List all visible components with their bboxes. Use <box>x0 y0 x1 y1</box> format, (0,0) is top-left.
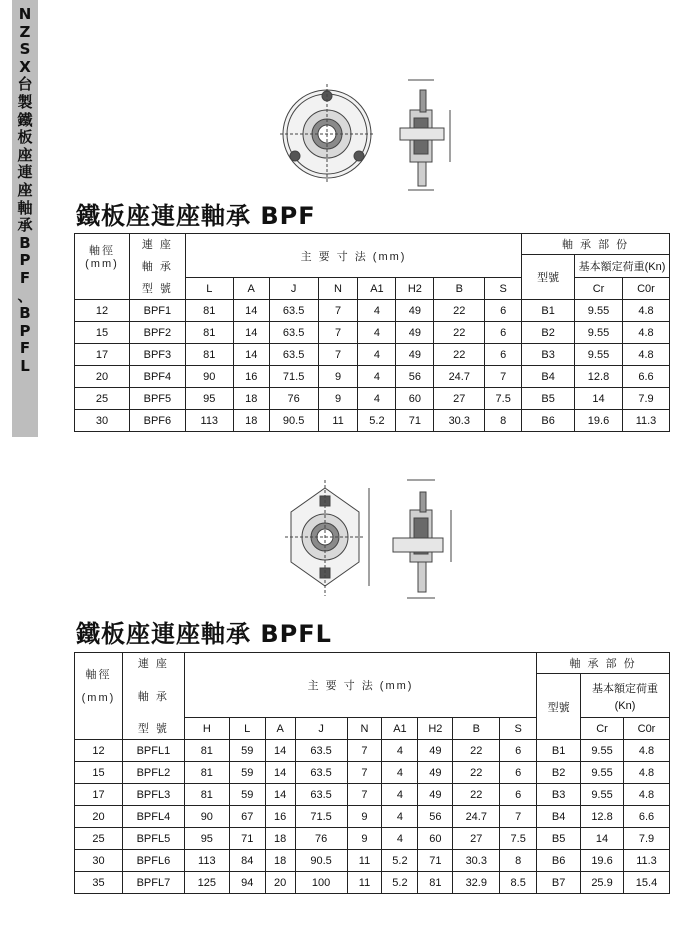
table-cell: 4 <box>382 740 418 762</box>
bpf-header-bearing: 軸 承 部 份 <box>522 234 670 255</box>
table-cell: BPFL6 <box>122 850 184 872</box>
table-cell: B6 <box>522 410 575 432</box>
table-cell: 12.8 <box>575 366 623 388</box>
table-cell: 19.6 <box>581 850 624 872</box>
table-cell: 95 <box>185 388 233 410</box>
bpf-col-header-cr: Cr <box>575 278 623 300</box>
table-cell: 81 <box>418 872 453 894</box>
side-tab <box>12 0 38 437</box>
bpf-col-header: J <box>269 278 318 300</box>
table-row <box>75 850 670 872</box>
table-cell: 59 <box>229 762 265 784</box>
table-cell: 81 <box>184 762 229 784</box>
table-cell: 113 <box>185 410 233 432</box>
table-cell: 6 <box>500 740 537 762</box>
table-cell: 25.9 <box>581 872 624 894</box>
side-tab-char: B <box>19 304 31 323</box>
table-cell: BPFL3 <box>122 784 184 806</box>
table-cell: BPF6 <box>129 410 185 432</box>
table-cell: B1 <box>522 300 575 322</box>
table-cell: 4 <box>382 784 418 806</box>
bpf-header-unit-1: 連 座 <box>129 234 185 255</box>
table-cell: 125 <box>184 872 229 894</box>
table-cell: 20 <box>75 806 123 828</box>
table-cell: B2 <box>537 762 581 784</box>
table-cell: 20 <box>265 872 295 894</box>
table-cell: 9.55 <box>575 344 623 366</box>
side-tab-char: 台 <box>17 75 33 94</box>
table-cell: 30.3 <box>453 850 500 872</box>
side-tab-char: Z <box>19 22 31 41</box>
table-cell: 6 <box>485 300 522 322</box>
table-cell: 4 <box>382 806 418 828</box>
bpfl-header-unit-1: 連 座 <box>122 653 184 674</box>
table-row <box>75 828 670 850</box>
table-cell: 5.2 <box>382 850 418 872</box>
table-cell: 63.5 <box>295 784 347 806</box>
table-cell: 8 <box>500 850 537 872</box>
table-cell: 32.9 <box>453 872 500 894</box>
bpf-header-unit-3: 型 號 <box>129 278 185 300</box>
table-cell: 7 <box>485 366 522 388</box>
table-cell: BPF2 <box>129 322 185 344</box>
table-cell: 14 <box>575 388 623 410</box>
bpf-col-header: H2 <box>396 278 434 300</box>
side-tab-char: 座 <box>17 180 33 199</box>
table-cell: 9.55 <box>575 300 623 322</box>
table-cell: 60 <box>396 388 434 410</box>
table-cell: 4 <box>382 828 418 850</box>
table-cell: 4.8 <box>623 762 669 784</box>
table-cell: 4.8 <box>622 344 669 366</box>
table-cell: 17 <box>75 344 130 366</box>
table-cell: 7 <box>347 740 382 762</box>
bpf-col-header: B <box>434 278 485 300</box>
table-cell: 4 <box>358 366 396 388</box>
bpf-spec-table <box>74 233 670 432</box>
table-cell: BPFL7 <box>122 872 184 894</box>
table-cell: 7 <box>500 806 537 828</box>
table-cell: BPFL2 <box>122 762 184 784</box>
table-cell: 22 <box>453 762 500 784</box>
table-cell: B4 <box>522 366 575 388</box>
table-cell: 11 <box>318 410 358 432</box>
table-cell: BPFL4 <box>122 806 184 828</box>
bpf-header-model: 型號 <box>522 255 575 300</box>
bpfl-col-header-c0r: C0r <box>623 718 669 740</box>
table-cell: 7.5 <box>500 828 537 850</box>
bpf-col-header-c0r: C0r <box>622 278 669 300</box>
bpfl-col-header-cr: Cr <box>581 718 624 740</box>
table-cell: 6 <box>485 322 522 344</box>
bpfl-header-shaft-unit: (mm) <box>81 692 116 705</box>
side-tab-char: 板 <box>17 128 33 147</box>
bpfl-header-load-label: 基本額定荷重 <box>592 682 659 695</box>
table-cell: BPFL1 <box>122 740 184 762</box>
bpfl-header-unit-3: 型 號 <box>122 718 184 740</box>
table-cell: BPFL5 <box>122 828 184 850</box>
bpf-header-shaft-blank <box>75 278 130 300</box>
side-tab-char: 軸 <box>17 198 33 217</box>
table-cell: 4 <box>358 300 396 322</box>
side-tab-char: X <box>19 57 31 76</box>
table-cell: 71 <box>418 850 453 872</box>
table-cell: 5.2 <box>382 872 418 894</box>
table-cell: 18 <box>265 850 295 872</box>
table-cell: 6.6 <box>622 366 669 388</box>
table-cell: 4.8 <box>623 784 669 806</box>
bpfl-col-header: B <box>453 718 500 740</box>
table-cell: 14 <box>265 784 295 806</box>
table-cell: 90 <box>185 366 233 388</box>
table-cell: 5.2 <box>358 410 396 432</box>
table-cell: 14 <box>233 344 269 366</box>
table-cell: 7.9 <box>622 388 669 410</box>
bpf-header-shaft-label: 軸徑 <box>88 244 115 257</box>
table-cell: 113 <box>184 850 229 872</box>
bpf-col-header: L <box>185 278 233 300</box>
bpfl-title: 鐵板座連座軸承 BPFL <box>76 620 332 648</box>
table-cell: 35 <box>75 872 123 894</box>
bpfl-header-dims: 主 要 寸 法 (mm) <box>184 653 536 718</box>
bpf-header-unit-2: 軸 承 <box>129 255 185 278</box>
table-cell: 60 <box>418 828 453 850</box>
table-cell: 11.3 <box>622 410 669 432</box>
side-tab-char: B <box>19 233 31 252</box>
table-cell: 71 <box>396 410 434 432</box>
table-cell: 7 <box>347 762 382 784</box>
bpfl-header-unit-2: 軸 承 <box>122 674 184 718</box>
table-cell: 49 <box>418 784 453 806</box>
side-tab-char: F <box>19 268 31 287</box>
table-cell: 94 <box>229 872 265 894</box>
bpfl-technical-drawing <box>285 474 465 606</box>
table-cell: B3 <box>537 784 581 806</box>
table-cell: 6.6 <box>623 806 669 828</box>
table-cell: 12 <box>75 740 123 762</box>
table-cell: 90.5 <box>269 410 318 432</box>
table-cell: 9.55 <box>581 784 624 806</box>
table-cell: 81 <box>185 344 233 366</box>
table-cell: 71.5 <box>269 366 318 388</box>
side-tab-char: N <box>18 5 32 23</box>
bpfl-header-shaft <box>75 653 123 718</box>
table-cell: 49 <box>396 300 434 322</box>
table-cell: 8 <box>485 410 522 432</box>
table-row <box>75 872 670 894</box>
table-cell: 25 <box>75 388 130 410</box>
table-cell: 27 <box>453 828 500 850</box>
bpfl-col-header: H <box>184 718 229 740</box>
table-cell: 67 <box>229 806 265 828</box>
table-cell: 71 <box>229 828 265 850</box>
side-tab-char: 製 <box>17 92 33 111</box>
table-cell: B4 <box>537 806 581 828</box>
table-cell: 59 <box>229 740 265 762</box>
bpfl-header-load-unit: (Kn) <box>614 699 636 712</box>
table-cell: 9 <box>318 388 358 410</box>
table-cell: 7 <box>318 344 358 366</box>
table-cell: 56 <box>418 806 453 828</box>
table-cell: 81 <box>184 784 229 806</box>
table-cell: 63.5 <box>295 762 347 784</box>
table-cell: 63.5 <box>269 322 318 344</box>
table-cell: 4 <box>382 762 418 784</box>
bpfl-header-bearing: 軸 承 部 份 <box>537 653 670 674</box>
table-cell: 84 <box>229 850 265 872</box>
table-cell: 95 <box>184 828 229 850</box>
side-tab-char: F <box>19 339 31 358</box>
table-cell: 12.8 <box>581 806 624 828</box>
side-tab-text <box>12 6 38 375</box>
table-row <box>75 784 670 806</box>
bpf-col-header: A1 <box>358 278 396 300</box>
table-row <box>75 366 670 388</box>
table-cell: 9 <box>347 806 382 828</box>
table-cell: 9.55 <box>581 740 624 762</box>
table-cell: 14 <box>233 322 269 344</box>
table-cell: 8.5 <box>500 872 537 894</box>
table-cell: 16 <box>233 366 269 388</box>
side-tab-char: S <box>19 40 31 59</box>
table-cell: BPF5 <box>129 388 185 410</box>
table-cell: 81 <box>184 740 229 762</box>
side-tab-char: P <box>19 321 31 340</box>
table-cell: 14 <box>265 740 295 762</box>
table-cell: 11 <box>347 872 382 894</box>
table-cell: 18 <box>233 410 269 432</box>
table-cell: 7 <box>347 784 382 806</box>
table-cell: 4.8 <box>622 300 669 322</box>
table-cell: 30.3 <box>434 410 485 432</box>
table-row <box>75 762 670 784</box>
bpf-col-header: N <box>318 278 358 300</box>
table-cell: B2 <box>522 322 575 344</box>
table-cell: 90.5 <box>295 850 347 872</box>
table-cell: 49 <box>396 322 434 344</box>
table-cell: 4 <box>358 344 396 366</box>
table-cell: 63.5 <box>295 740 347 762</box>
table-cell: BPF4 <box>129 366 185 388</box>
bpf-header-dims: 主 要 寸 法 (mm) <box>185 234 521 278</box>
table-cell: 6 <box>485 344 522 366</box>
bpfl-spec-table <box>74 652 670 894</box>
table-cell: 49 <box>396 344 434 366</box>
table-cell: 14 <box>581 828 624 850</box>
table-cell: 15 <box>75 762 123 784</box>
table-cell: 22 <box>434 300 485 322</box>
table-cell: 7 <box>318 300 358 322</box>
table-cell: 30 <box>75 410 130 432</box>
table-cell: 6 <box>500 784 537 806</box>
bpf-col-header: S <box>485 278 522 300</box>
table-cell: 24.7 <box>453 806 500 828</box>
bpfl-col-header: J <box>295 718 347 740</box>
table-cell: 81 <box>185 322 233 344</box>
table-cell: 16 <box>265 806 295 828</box>
bpfl-header-shaft-label: 軸徑 <box>85 669 112 682</box>
table-cell: B7 <box>537 872 581 894</box>
side-tab-char: 座 <box>17 145 33 164</box>
table-cell: BPF1 <box>129 300 185 322</box>
bpf-header-shaft <box>75 234 130 278</box>
table-cell: 18 <box>265 828 295 850</box>
bpf-col-header: A <box>233 278 269 300</box>
table-cell: 9.55 <box>581 762 624 784</box>
table-cell: 14 <box>233 300 269 322</box>
table-cell: 4.8 <box>622 322 669 344</box>
bpfl-col-header: S <box>500 718 537 740</box>
table-cell: 81 <box>185 300 233 322</box>
table-cell: 15.4 <box>623 872 669 894</box>
table-cell: 100 <box>295 872 347 894</box>
table-cell: 9.55 <box>575 322 623 344</box>
table-cell: 63.5 <box>269 300 318 322</box>
table-cell: 49 <box>418 762 453 784</box>
bpfl-header-load <box>581 674 670 718</box>
bpf-technical-drawing <box>280 72 470 194</box>
table-cell: 11 <box>347 850 382 872</box>
bpfl-col-header: H2 <box>418 718 453 740</box>
table-cell: 49 <box>418 740 453 762</box>
table-row <box>75 806 670 828</box>
table-cell: 4 <box>358 388 396 410</box>
bpfl-header-shaft-blank <box>75 718 123 740</box>
table-cell: 6 <box>500 762 537 784</box>
table-cell: 22 <box>453 740 500 762</box>
table-cell: 7.9 <box>623 828 669 850</box>
table-cell: 76 <box>295 828 347 850</box>
table-cell: 7.5 <box>485 388 522 410</box>
bpf-header-load: 基本額定荷重(Kn) <box>575 255 670 278</box>
table-cell: 76 <box>269 388 318 410</box>
table-cell: 25 <box>75 828 123 850</box>
table-row <box>75 322 670 344</box>
side-tab-char: 、 <box>17 286 33 305</box>
table-cell: 71.5 <box>295 806 347 828</box>
table-cell: 7 <box>318 322 358 344</box>
table-cell: 90 <box>184 806 229 828</box>
table-cell: BPF3 <box>129 344 185 366</box>
table-row <box>75 300 670 322</box>
table-cell: 22 <box>434 322 485 344</box>
bpfl-col-header: L <box>229 718 265 740</box>
table-cell: 11.3 <box>623 850 669 872</box>
bpf-header-shaft-unit: (mm) <box>85 257 119 270</box>
table-cell: 20 <box>75 366 130 388</box>
table-row <box>75 388 670 410</box>
table-cell: 15 <box>75 322 130 344</box>
table-cell: B1 <box>537 740 581 762</box>
bpfl-header-model: 型號 <box>537 674 581 740</box>
table-cell: 9 <box>318 366 358 388</box>
table-cell: 18 <box>233 388 269 410</box>
side-tab-char: 承 <box>17 216 33 235</box>
side-tab-char: 鐵 <box>17 110 33 129</box>
table-cell: 4.8 <box>623 740 669 762</box>
table-cell: 22 <box>434 344 485 366</box>
table-cell: B3 <box>522 344 575 366</box>
table-row <box>75 740 670 762</box>
table-cell: 14 <box>265 762 295 784</box>
table-cell: 56 <box>396 366 434 388</box>
table-cell: 12 <box>75 300 130 322</box>
table-cell: 4 <box>358 322 396 344</box>
table-cell: 27 <box>434 388 485 410</box>
table-cell: 19.6 <box>575 410 623 432</box>
bpfl-col-header: A1 <box>382 718 418 740</box>
bpfl-col-header: N <box>347 718 382 740</box>
table-cell: 30 <box>75 850 123 872</box>
bpfl-col-header: A <box>265 718 295 740</box>
table-cell: 22 <box>453 784 500 806</box>
table-cell: 9 <box>347 828 382 850</box>
table-row <box>75 344 670 366</box>
side-tab-char: L <box>20 356 30 375</box>
bpf-title: 鐵板座連座軸承 BPF <box>76 202 316 230</box>
table-cell: B5 <box>537 828 581 850</box>
table-cell: B6 <box>537 850 581 872</box>
table-row <box>75 410 670 432</box>
table-cell: 17 <box>75 784 123 806</box>
side-tab-char: 連 <box>17 163 33 182</box>
table-cell: 24.7 <box>434 366 485 388</box>
table-cell: 63.5 <box>269 344 318 366</box>
table-cell: 59 <box>229 784 265 806</box>
side-tab-char: P <box>19 251 31 270</box>
table-cell: B5 <box>522 388 575 410</box>
